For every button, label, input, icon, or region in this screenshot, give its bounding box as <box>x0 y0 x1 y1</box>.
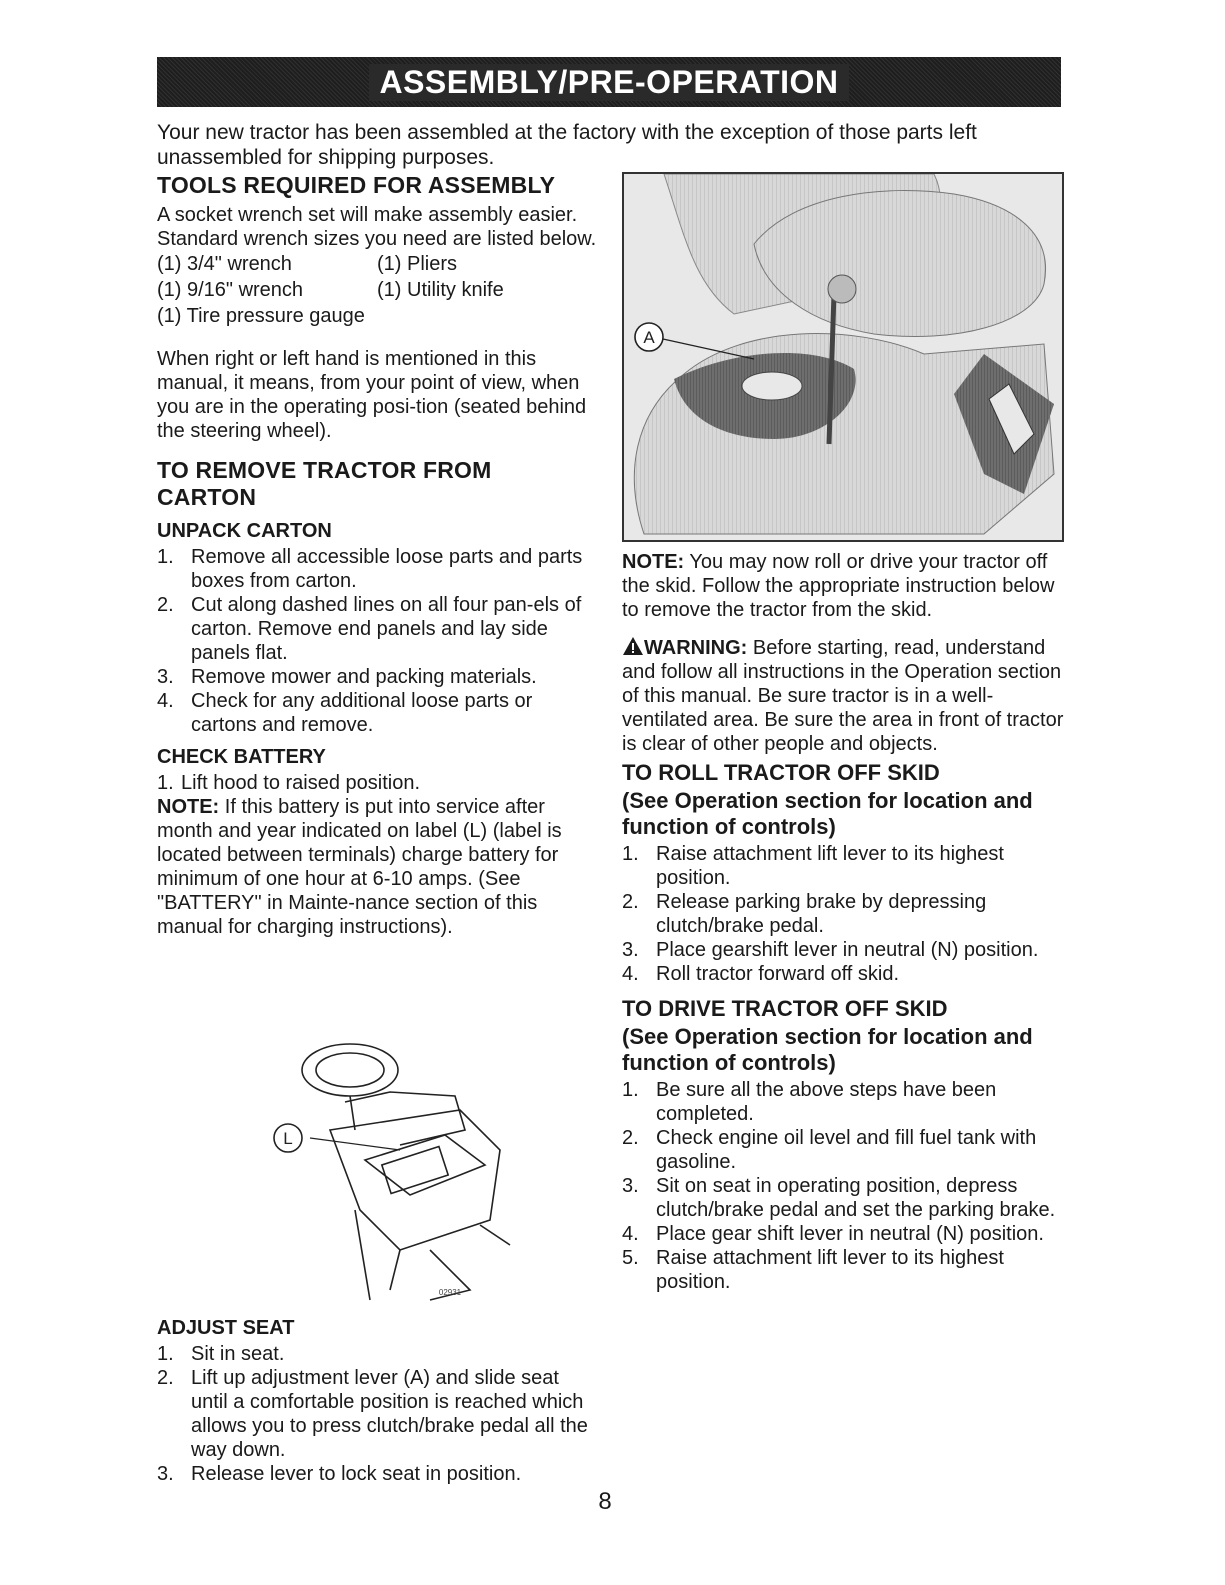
list-item: 3. Sit on seat in operating position, depress clutch/brake pedal and set the parking brake. <box>622 1175 1056 1221</box>
note-text: You may now roll or drive your tractor off the skid. Follow the appropriate instruction below to remove the tractor from the skid. <box>622 551 1055 621</box>
tools-list <box>157 251 597 329</box>
battery-drawing <box>250 1010 540 1310</box>
tools-heading: TOOLS REQUIRED FOR ASSEMBLY <box>157 172 556 198</box>
list-item: 4. Place gear shift lever in neutral (N) position. <box>622 1223 1044 1245</box>
warning-block <box>622 636 1067 756</box>
battery-steps <box>157 771 597 795</box>
drive-subheading: (See Operation section for location and function of controls) <box>622 1024 1033 1075</box>
list-item: 5. Raise attachment lift lever to its highest position. <box>622 1247 1004 1293</box>
seat-drawing <box>624 174 1062 540</box>
roll-subheading: (See Operation section for location and function of controls) <box>622 788 1033 839</box>
list-item: 3. Remove mower and packing materials. <box>157 666 537 688</box>
note-text: If this battery is put into service after month and year indicated on label (L) (label is located between terminals) charge battery for minimum of one hour at 6-10 amps. (See "BATTERY" in Mainte-nance section of this manual for charging instructions). <box>157 796 562 938</box>
battery-callout-label: L <box>283 1129 293 1148</box>
battery-heading: CHECK BATTERY <box>157 746 326 768</box>
note-label: NOTE: <box>157 796 220 818</box>
tool-item: (1) Pliers <box>377 253 458 275</box>
seat-callout-label: A <box>643 328 655 347</box>
left-column <box>157 172 597 939</box>
section-banner <box>157 57 1061 107</box>
list-item: 2. Check engine oil level and fill fuel tank with gasoline. <box>622 1127 1037 1173</box>
page-number: 8 <box>598 1488 612 1515</box>
tools-text: A socket wrench set will make assembly easier. Standard wrench sizes you need are listed below. <box>157 204 597 250</box>
note-label: NOTE: <box>622 551 685 573</box>
list-item: 1. Sit in seat. <box>157 1343 285 1365</box>
tool-item: (1) Tire pressure gauge <box>157 305 365 327</box>
list-item: 3. Release lever to lock seat in position. <box>157 1463 522 1485</box>
list-item: 1. Lift hood to raised position. <box>157 772 421 794</box>
list-item: 1. Raise attachment lift lever to its highest position. <box>622 843 1004 889</box>
seat-illustration <box>622 172 1064 542</box>
list-item: 4. Roll tractor forward off skid. <box>622 963 900 985</box>
list-item: 2. Lift up adjustment lever (A) and slide seat until a comfortable position is reached which allows you to press clutch/brake pedal all the way down. <box>157 1367 588 1461</box>
skid-note <box>622 550 1067 622</box>
adjust-seat-section <box>157 1316 597 1486</box>
tool-item: (1) Utility knife <box>377 279 504 301</box>
seat-steps <box>157 1342 597 1486</box>
figure-code: 02931 <box>438 1288 462 1297</box>
unpack-steps <box>157 545 597 737</box>
tool-item: (1) 3/4" wrench <box>157 253 292 275</box>
drive-steps <box>622 1078 1067 1294</box>
orientation-text: When right or left hand is mentioned in this manual, it means, from your point of view, when you are in the operating posi-tion (seated behind the steering wheel). <box>157 348 587 442</box>
unpack-heading: UNPACK CARTON <box>157 520 332 542</box>
roll-heading: TO ROLL TRACTOR OFF SKID <box>622 760 940 785</box>
list-item: 2. Release parking brake by depressing clutch/brake pedal. <box>622 891 987 937</box>
roll-steps <box>622 842 1067 986</box>
list-item: 4. Check for any additional loose parts or cartons and remove. <box>157 690 533 736</box>
list-item: 2. Cut along dashed lines on all four pan-els of carton. Remove end panels and lay side panels flat. <box>157 594 582 664</box>
battery-note <box>157 795 597 939</box>
warning-text: Before starting, read, understand and follow all instructions in the Operation section of this manual. Be sure tractor is in a well-ventilated area. Be sure the area in front of tractor is clear of other people and objects. <box>622 637 1064 755</box>
warning-triangle-icon <box>622 636 644 656</box>
drive-heading: TO DRIVE TRACTOR OFF SKID <box>622 996 948 1021</box>
right-column <box>622 550 1067 1294</box>
list-item: 1. Be sure all the above steps have been completed. <box>622 1079 997 1125</box>
battery-illustration <box>250 1010 540 1310</box>
list-item: 1. Remove all accessible loose parts and parts boxes from carton. <box>157 546 583 592</box>
intro-paragraph: Your new tractor has been assembled at the factory with the exception of those parts left unassembled for shipping purposes. <box>157 121 977 169</box>
remove-heading: TO REMOVE TRACTOR FROM CARTON <box>157 457 492 510</box>
section-title: ASSEMBLY/PRE-OPERATION <box>369 64 848 101</box>
warning-label: WARNING: <box>644 637 748 659</box>
list-item: 3. Place gearshift lever in neutral (N) position. <box>622 939 1039 961</box>
tool-item: (1) 9/16" wrench <box>157 279 304 301</box>
seat-heading: ADJUST SEAT <box>157 1317 295 1339</box>
